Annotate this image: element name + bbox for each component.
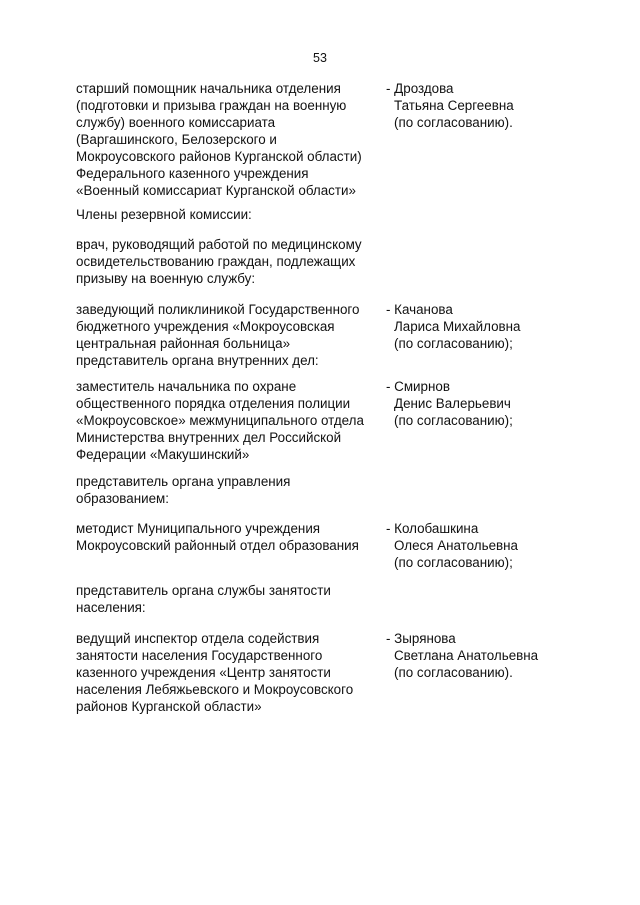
text-line: старший помощник начальника отделения [76,81,341,96]
entry-position [76,630,376,715]
text-line: районов Курганской области» [76,699,262,714]
entry-position [76,378,376,463]
text-line: населения Лебяжьевского и Мокроусовского [76,682,354,697]
person-name: Лариса Михайловна [394,319,521,334]
text-line: Члены резервной комиссии: [76,207,252,222]
text-line: представитель органа внутренних дел: [76,353,319,368]
person-note: (по согласованию); [394,413,513,428]
person-name: Татьяна Сергеевна [394,98,514,113]
text-line: методист Муниципального учреждения [76,521,321,536]
text-line: Мокроусовского районов Курганской области) [76,149,362,164]
person-surname: - Зырянова [386,631,456,646]
text-line: Федерального казенного учреждения [76,166,309,181]
person-note: (по согласованию). [394,665,513,680]
text-line: общественного порядка отделения полиции [76,396,351,411]
text-line: Федерации «Макушинский» [76,447,250,462]
text-line: центральная районная больница» [76,336,291,351]
text-line: Мокроусовский районный отдел образования [76,538,359,553]
text-line: ведущий инспектор отдела содействия [76,631,320,646]
text-line: образованием: [76,491,169,506]
entry-person [386,80,586,131]
entry-person [386,301,586,352]
text-line: заведующий поликлиникой Государственного [76,302,360,317]
text-line: «Мокроусовское» межмуниципального отдела [76,413,364,428]
text-line: бюджетного учреждения «Мокроусовская [76,319,335,334]
section-heading [76,206,376,223]
person-note: (по согласованию); [394,336,513,351]
text-line: Министерства внутренних дел Российской [76,430,342,445]
entry-position [76,301,376,369]
entry-person [386,630,586,681]
text-line: призыву на военную службу: [76,271,256,286]
entry-position [76,520,376,554]
text-line: представитель органа управления [76,474,291,489]
person-surname: - Качанова [386,302,453,317]
entry-position [76,80,376,199]
text-line: врач, руководящий работой по медицинскому [76,237,362,252]
person-name: Светлана Анатольевна [394,648,539,663]
person-note: (по согласованию); [394,555,513,570]
person-name: Денис Валерьевич [394,396,511,411]
entry-position [76,582,376,616]
entry-person [386,520,586,571]
page-number: 53 [313,51,327,65]
person-surname: - Дроздова [386,81,454,96]
person-note: (по согласованию). [394,115,513,130]
text-line: казенного учреждения «Центр занятости [76,665,331,680]
text-line: (Варгашинского, Белозерского и [76,132,277,147]
entry-position [76,236,376,287]
text-line: освидетельствованию граждан, подлежащих [76,254,356,269]
person-surname: - Смирнов [386,379,450,394]
entry-person [386,378,586,429]
text-line: (подготовки и призыва граждан на военную [76,98,347,113]
person-surname: - Колобашкина [386,521,479,536]
text-line: населения: [76,600,146,615]
text-line: представитель органа службы занятости [76,583,331,598]
text-line: заместитель начальника по охране [76,379,297,394]
person-name: Олеся Анатольевна [394,538,519,553]
text-line: службу) военного комиссариата [76,115,276,130]
text-line: занятости населения Государственного [76,648,323,663]
entry-position [76,473,376,507]
text-line: «Военный комиссариат Курганской области» [76,183,356,198]
